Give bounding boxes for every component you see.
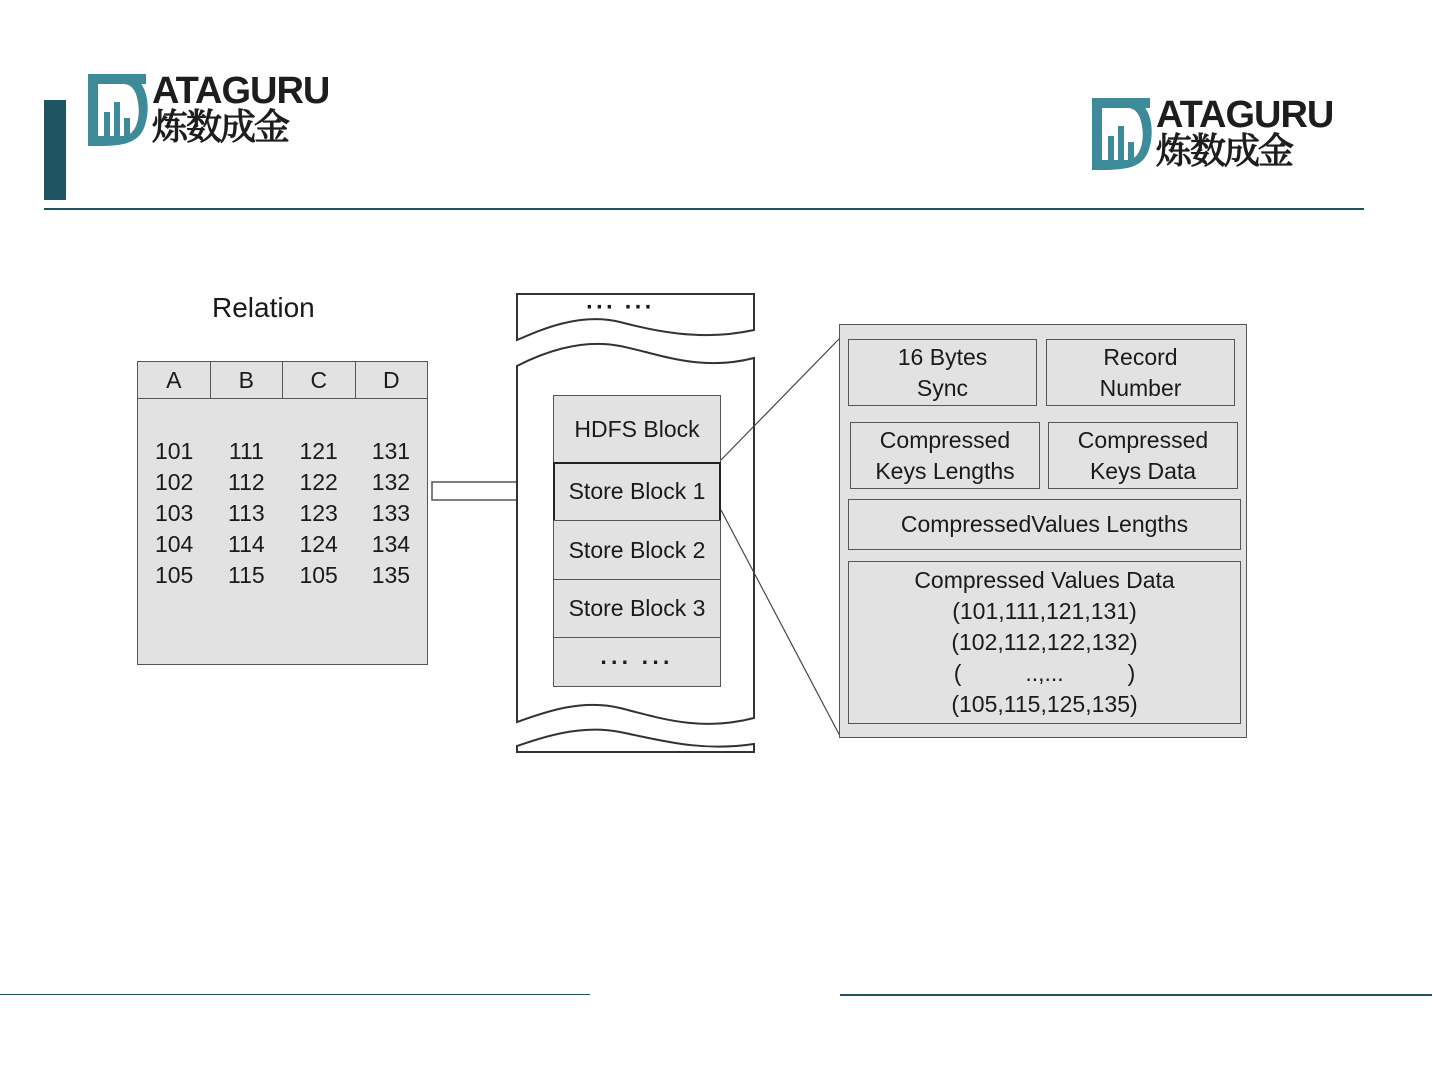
table-cell: 131 [371,438,411,464]
record-number-cell [1046,339,1235,406]
sync-line-2: Sync [916,374,969,401]
relation-col-c: C [283,362,356,398]
values-data-row: (102,112,122,132) [951,629,1138,655]
values-data-cell [848,561,1241,724]
relation-title: Relation [212,292,315,323]
table-cell: 103 [154,500,194,526]
table-cell: 113 [228,500,265,526]
store-block-2: Store Block 2 [553,520,721,580]
logo-brand-cn: 炼数成金 [1156,131,1293,172]
logo-brand-cn: 炼数成金 [152,107,289,148]
file-column-bottom-segment [517,730,754,752]
store-block-ellipsis: ··· ··· [553,637,721,687]
table-cell: 104 [154,531,194,557]
store-blocks [553,395,721,686]
relation-col-d: D [382,367,400,393]
table-cell: 123 [299,500,338,526]
table-cell: 121 [299,438,338,464]
sync-cell [848,339,1037,406]
record-line-2: Number [1099,374,1182,401]
table-cell: 122 [299,469,338,495]
keys-lengths-line-2: Keys Lengths [875,457,1015,484]
table-cell: 135 [371,562,411,588]
record-line-1: Record [1103,343,1178,370]
values-data-row: (101,111,121,131) [952,598,1137,624]
table-cell: 101 [154,438,194,464]
relation-col-a: A [138,362,211,398]
footer-divider-right [840,994,1432,996]
table-cell: 112 [228,469,265,495]
sync-line-1: 16 Bytes [897,343,988,370]
table-cell: 102 [154,469,194,495]
table-cell: 105 [154,562,194,588]
store-block-3: Store Block 3 [553,579,721,639]
table-cell: 134 [371,531,411,557]
table-cell: 114 [228,531,265,557]
table-cell: 124 [299,531,338,557]
keys-data-line-1: Compressed [1077,426,1209,453]
table-cell: 115 [228,562,265,588]
column-ellipsis-top: ··· ··· [586,294,655,321]
table-cell: 111 [228,438,264,464]
relation-col-b: B [211,362,284,398]
hdfs-block: HDFS Block [553,395,721,463]
store-block-detail [839,324,1247,738]
keys-lengths-line-1: Compressed [879,426,1011,453]
values-data-row: ( ..,... ) [953,660,1136,686]
table-cell: 133 [371,500,411,526]
store-block-1: Store Block 1 [553,462,721,522]
table-cell: 132 [371,469,411,495]
values-data-title: Compressed Values Data [914,567,1175,593]
values-lengths-cell: CompressedValues Lengths [848,499,1241,550]
keys-data-cell [1048,422,1238,489]
keys-lengths-cell [850,422,1040,489]
footer-divider-left [0,994,590,995]
table-cell: 105 [299,562,338,588]
logo-brand-en: ATAGURU [152,70,330,112]
keys-data-line-2: Keys Data [1089,457,1197,484]
values-data-row: (105,115,125,135) [951,691,1138,717]
logo-brand-en: ATAGURU [1156,94,1334,136]
